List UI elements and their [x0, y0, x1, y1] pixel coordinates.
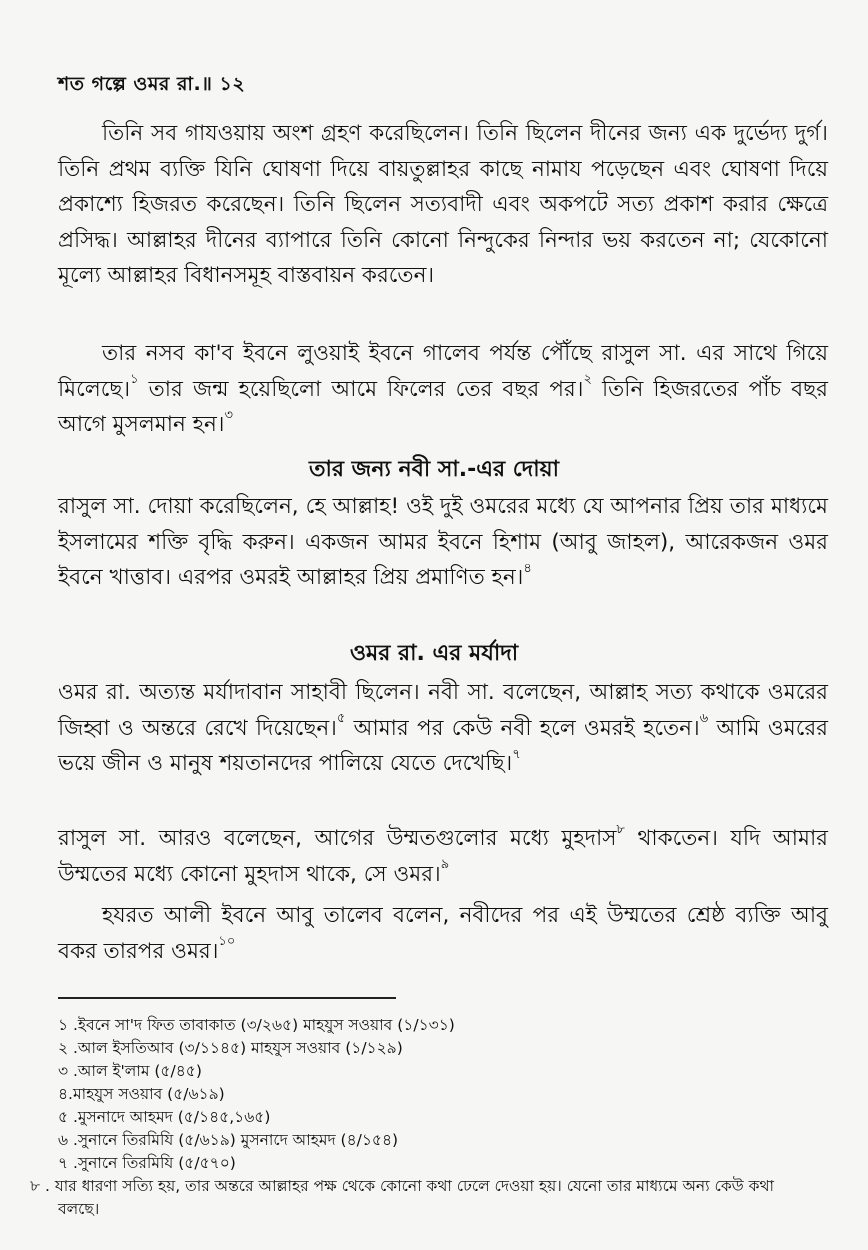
status-text-f: হযরত আলী ইবনে আবু তালেব বলেন, নবীদের পর এই উম্মতের শ্রেষ্ঠ ব্যক্তি আবু বকর তারপর ওমর। — [58, 903, 828, 964]
intro-text-c: তিনি হিজরতের পাঁচ বছর আগে মুসলমান হন। — [58, 376, 828, 437]
footnote-ref-5: ৫ — [336, 711, 346, 727]
intro-paragraph-2 — [58, 336, 828, 443]
status-text-e: থাকতেন। যদি আমার উম্মতের মধ্যে কোনো মুহদাস থাকে, সে ওমর। — [58, 826, 829, 887]
footnote-item: ১ .ইবনে সা'দ ফিত তাবাকাত (৩/২৬৫) মাহযুস সওয়াব (১/১৩১) — [58, 1016, 455, 1034]
footnote-item: ৫ .মুসনাদে আহমদ (৫/১৪৫,১৬৫) — [58, 1108, 271, 1126]
prayer-paragraph — [58, 489, 828, 596]
footnote-item: ৬ .সুনানে তিরমিযি (৫/৬১৯) মুসনাদে আহমদ (৪/১৫৪) — [58, 1131, 399, 1149]
footnote-ref-10: ১০ — [218, 934, 236, 950]
footnote-item: ৮ . যার ধারণা সত্যি হয়, তার অন্তরে আল্লাহর পক্ষ থেকে কোনো কথা ঢেলে দেওয়া হয়। যেনো তার মাধ্যমে অন্য কেউ কথা বলছে। — [30, 1177, 775, 1218]
status-paragraph-2 — [58, 821, 828, 892]
status-paragraph-1 — [58, 675, 828, 782]
intro-paragraph-1: তিনি সব গাযওয়ায় অংশ গ্রহণ করেছিলেন। তিনি ছিলেন দীনের জন্য এক দুর্ভেদ্য দুর্গ। তিনি প্রথম ব্যক্তি যিনি ঘোষণা দিয়ে বায়তুল্লাহর কাছে নামায পড়েছেন এবং ঘোষণা দিয়ে প্রকাশ্যে হিজরত করেছেন। তিনি ছিলেন সত্যবাদী এবং অকপটে সত্য প্রকাশ করার ক্ষেত্রে প্রসিদ্ধ। আল্লাহর দীনের ব্যাপারে তিনি কোনো নিন্দুকের নিন্দার ভয় করতেন না; যেকোনো মূল্যে আল্লাহর বিধানসমূহ বাস্তবায়ন করতেন। — [58, 121, 828, 288]
status-text-d: রাসুল সা. আরও বলেছেন, আগের উম্মতগুলোর মধ্যে মুহদাস — [58, 826, 617, 851]
footnote-item: ৭ .সুনানে তিরমিযি (৫/৫৭০) — [58, 1154, 236, 1172]
prayer-text: রাসুল সা. দোয়া করেছিলেন, হে আল্লাহ! ওই দুই ওমরের মধ্যে যে আপনার প্রিয় তার মাধ্যমে ইসলামের শক্তি বৃদ্ধি করুন। একজন আমর ইবনে হিশাম (আবু জাহল), আরেকজন ওমর ইবনে খাত্তাব। এরপর ওমরই আল্লাহর প্রিয় প্রমাণিত হন। — [58, 494, 828, 590]
section-heading-status: ওমর রা. এর মর্যাদা — [349, 641, 519, 666]
footnote-ref-1: ১ — [130, 372, 139, 388]
footnote-item: ৪.মাহযুস সওয়াব (৫/৬১৯) — [58, 1085, 225, 1103]
footnote-list — [30, 1014, 818, 1221]
running-header: শত গল্পে ওমর রা.॥ ১২ — [58, 73, 246, 95]
intro-text-a: তার নসব কা'ব ইবনে লুওয়াই ইবনে গালেব পর্যন্ত পৌঁছে রাসুল সা. এর সাথে গিয়ে মিলেছে। — [58, 341, 828, 402]
footnote-ref-6: ৬ — [699, 711, 709, 727]
status-text-b: আমার পর কেউ নবী হলে ওমরই হতেন। — [345, 715, 700, 741]
section-heading-prayer: তার জন্য নবী সা.-এর দোয়া — [309, 457, 559, 482]
footnote-divider — [58, 997, 396, 999]
footnote-ref-4: ৪ — [523, 560, 532, 576]
footnote-ref-9: ৯ — [440, 857, 450, 873]
intro-text-b: তার জন্ম হয়েছিলো আমে ফিলের তের বছর পর। — [138, 376, 584, 402]
status-text-c: আমি ওমরের ভয়ে জীন ও মানুষ শয়তানদের পালিয়ে যেতে দেখেছি। — [58, 715, 828, 776]
footnote-item: ৩ .আল ই'লাম (৫/৪৫) — [58, 1062, 202, 1080]
footnote-ref-3: ৩ — [224, 407, 233, 423]
footnote-ref-7: ৭ — [512, 746, 521, 762]
footnote-ref-2: ২ — [583, 372, 592, 388]
status-paragraph-3 — [58, 898, 828, 969]
status-text-a: ওমর রা. অত্যন্ত মর্যাদাবান সাহাবী ছিলেন। নবী সা. বলেছেন, আল্লাহ সত্য কথাকে ওমরের জিহ্বা ও অন্তরে রেখে দিয়েছেন। — [58, 680, 828, 741]
footnote-item: ২ .আল ইসতিআব (৩/১১৪৫) মাহযুস সওয়াব (১/১২৯) — [58, 1039, 403, 1057]
footnote-ref-8: ৮ — [616, 821, 625, 837]
